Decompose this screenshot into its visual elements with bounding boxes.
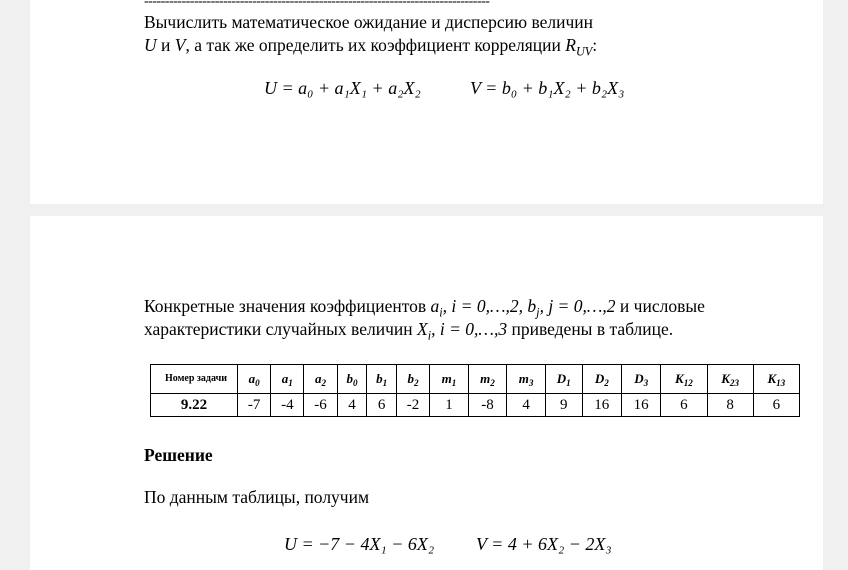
header-K12 (661, 365, 707, 394)
header-symbol: a (248, 371, 256, 386)
header-symbol: m (480, 371, 491, 386)
coef-a-sub: i (439, 305, 443, 320)
header-symbol: K (675, 371, 684, 386)
header-symbol: D (594, 371, 605, 386)
header-symbol: a (315, 371, 322, 386)
header-K23 (707, 365, 753, 394)
cell-K13: 6 (753, 394, 799, 417)
header-subscript: 2 (604, 378, 609, 389)
header-subscript: 12 (683, 378, 693, 389)
header-symbol: m (441, 371, 452, 386)
i-range: , i = 0,…,2, (442, 296, 528, 316)
cell-m3: 4 (507, 394, 546, 417)
header-symbol: K (721, 371, 730, 386)
para2-pre: характеристики случайных величин (144, 319, 417, 339)
header-subscript: 1 (288, 378, 293, 389)
header-subscript: 0 (255, 378, 260, 389)
header-subscript: 1 (382, 378, 388, 389)
var-r: R (565, 35, 576, 55)
header-symbol: D (634, 371, 644, 386)
para1-post: и числовые (615, 296, 705, 316)
cell-D3: 16 (621, 394, 660, 417)
cell-D2: 16 (582, 394, 621, 417)
colon: : (592, 35, 598, 55)
formula-v: V = b₀ + b₁X₂ + b₂X₃ (470, 78, 625, 98)
header-subscript: 13 (776, 378, 786, 389)
header-b0 (337, 365, 367, 394)
header-subscript: 3 (643, 378, 649, 389)
header-symbol: a (281, 371, 289, 386)
cell-a1: -4 (271, 394, 304, 417)
header-subscript: 1 (451, 378, 457, 389)
header-subscript: 3 (528, 378, 534, 389)
header-D2 (582, 365, 621, 394)
task-line-2-rest: , а так же определить их коэффициент корреляции (185, 35, 566, 55)
header-symbol: m (518, 371, 529, 386)
paragraph-line-1 (144, 296, 705, 320)
task-line-1: Вычислить математическое ожидание и дисперсию величин (144, 12, 594, 32)
var-v: V (174, 35, 186, 55)
cell-m2: -8 (468, 394, 507, 417)
header-symbol: b (346, 371, 353, 386)
header-symbol: b (407, 371, 415, 386)
solution-heading: Решение (144, 445, 213, 465)
header-subscript: 0 (352, 378, 358, 389)
task-line-2 (144, 35, 598, 59)
header-subscript: 2 (414, 378, 419, 389)
document-page-1 (30, 0, 823, 204)
header-m3 (507, 365, 546, 394)
cell-K23: 8 (707, 394, 753, 417)
document-page-2 (30, 216, 823, 570)
var-x-sub: i (427, 328, 432, 343)
var-u: U (144, 35, 157, 55)
dashed-separator: ----------------------------------------------------------------------------------- (144, 0, 490, 9)
header-K13 (753, 365, 799, 394)
parameters-table (150, 364, 800, 417)
var-x: X (417, 319, 428, 339)
var-r-sub: UV (575, 44, 593, 59)
header-a2 (304, 365, 337, 394)
cell-a2: -6 (304, 394, 337, 417)
formula-v-result: V = 4 + 6X₂ − 2X₃ (476, 534, 612, 554)
formula-u: U = a₀ + a₁X₁ + a₂X₂ (264, 78, 421, 98)
coef-b-sub: j (536, 305, 540, 320)
header-subscript: 2 (321, 378, 327, 389)
header-m2 (468, 365, 507, 394)
cell-K12: 6 (661, 394, 707, 417)
cell-a0: -7 (238, 394, 271, 417)
header-subscript: 1 (566, 378, 571, 389)
para1-pre: Конкретные значения коэффициентов (144, 296, 431, 316)
coef-a: a (430, 296, 440, 316)
table-row (151, 394, 800, 417)
header-m1 (430, 365, 469, 394)
header-subscript: 23 (729, 378, 739, 389)
header-D1 (545, 365, 582, 394)
and-text: и (156, 35, 175, 55)
header-b1 (367, 365, 397, 394)
coef-b: b (527, 296, 537, 316)
j-range: , j = 0,…,2 (539, 296, 616, 316)
para2-post: приведены в таблице. (507, 319, 674, 339)
cell-task-number: 9.22 (151, 394, 238, 417)
cell-b0: 4 (337, 394, 367, 417)
formula-u-result: U = −7 − 4X₁ − 6X₂ (284, 534, 435, 554)
cell-b1: 6 (367, 394, 397, 417)
cell-D1: 9 (545, 394, 582, 417)
cell-b2: -2 (396, 394, 429, 417)
header-task-number: Номер задачи (151, 365, 238, 394)
paragraph-line-2 (144, 319, 674, 343)
table-header-row (151, 365, 800, 394)
header-a0 (238, 365, 271, 394)
header-D3 (621, 365, 660, 394)
cell-m1: 1 (430, 394, 469, 417)
header-symbol: D (556, 371, 567, 386)
header-subscript: 2 (490, 378, 495, 389)
header-a1 (271, 365, 304, 394)
header-symbol: K (767, 371, 777, 386)
header-symbol: b (376, 371, 383, 386)
x-range: , i = 0,…,3 (431, 319, 508, 339)
header-b2 (396, 365, 429, 394)
by-table-text: По данным таблицы, получим (144, 487, 370, 507)
